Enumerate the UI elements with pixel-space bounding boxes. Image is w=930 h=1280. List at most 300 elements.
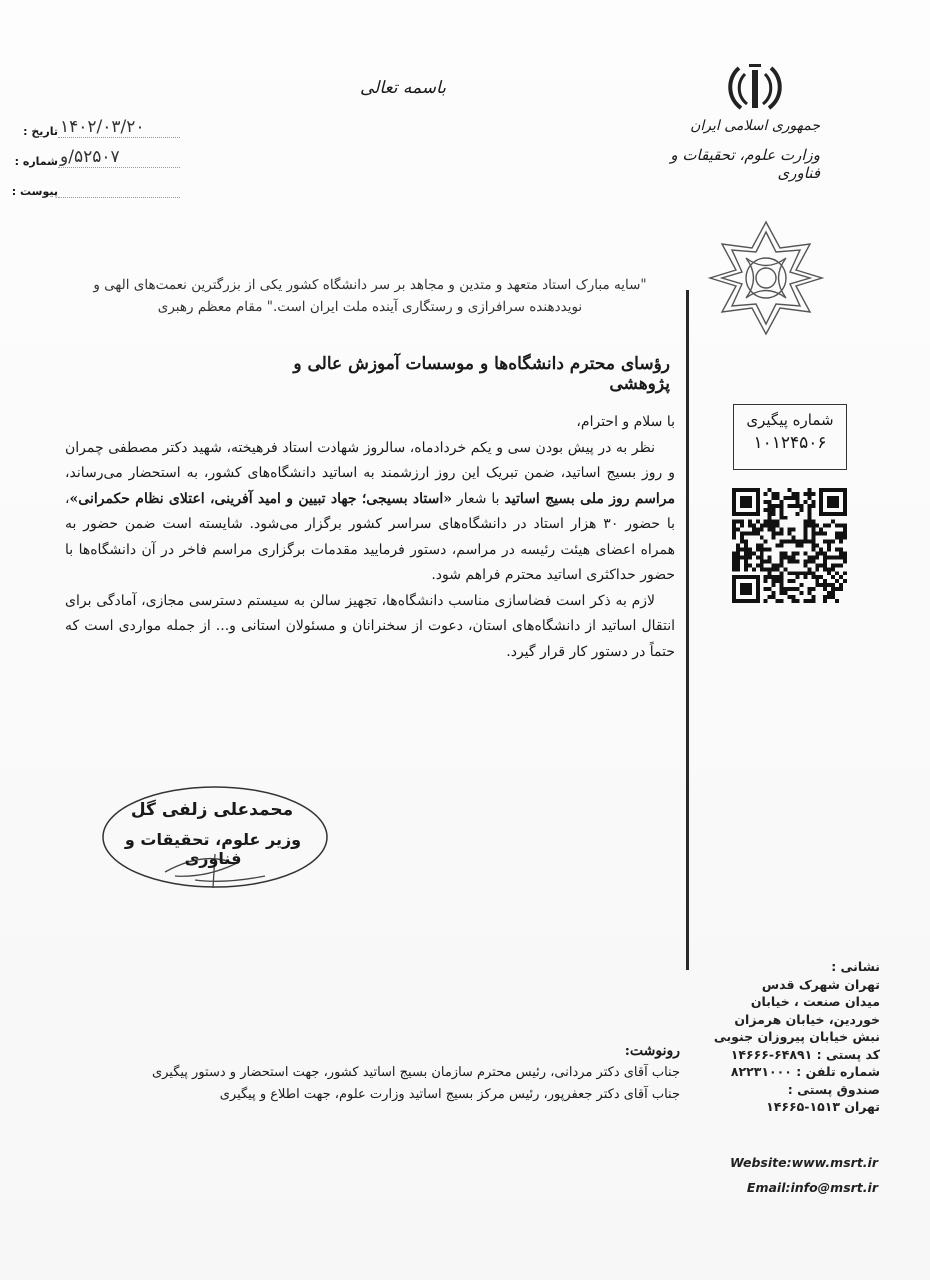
qr-module <box>768 516 772 520</box>
qr-module <box>760 524 764 528</box>
paragraph-1 <box>65 436 675 589</box>
qr-module <box>788 532 792 536</box>
qr-module <box>811 575 815 579</box>
qr-module <box>740 520 744 524</box>
qr-module <box>791 504 795 508</box>
attachment-row <box>10 168 180 198</box>
qr-module <box>772 563 776 567</box>
qr-module <box>764 575 768 579</box>
qr-module <box>835 536 839 540</box>
qr-module <box>823 583 827 587</box>
qr-module <box>807 571 811 575</box>
qr-module <box>772 575 776 579</box>
qr-module <box>811 555 815 559</box>
qr-module <box>791 492 795 496</box>
qr-module <box>823 540 827 544</box>
qr-module <box>752 532 756 536</box>
qr-module <box>780 571 784 575</box>
qr-module <box>780 579 784 583</box>
qr-module <box>748 532 752 536</box>
qr-module <box>827 540 831 544</box>
qr-module <box>776 492 780 496</box>
qr-module <box>780 591 784 595</box>
qr-module <box>772 508 776 512</box>
qr-module <box>827 544 831 548</box>
date-label: تاریخ : <box>23 125 58 138</box>
qr-module <box>744 563 748 567</box>
qr-module <box>784 516 788 520</box>
qr-module <box>764 579 768 583</box>
qr-module <box>744 544 748 548</box>
p1-text-c: ، با حضور ۳۰ هزار استاد در دانشگاه‌های سراسر کشور برگزار می‌شود. شایسته است ضمن حضور به همراه اعضای هیئت رئیسه در مراسم، دستور فرمایید مقدمات برگزاری مراسم فاخر در آن دانشگاه‌ها با حضور حداکثری اساتید محترم فراهم شود. <box>65 490 675 583</box>
qr-module <box>791 599 795 603</box>
qr-module <box>827 591 831 595</box>
qr-module <box>736 559 740 563</box>
qr-module <box>815 563 819 567</box>
qr-module <box>819 575 823 579</box>
qr-module <box>835 563 839 567</box>
qr-module <box>807 591 811 595</box>
qr-finder <box>740 583 752 595</box>
p1-bold-ceremony: مراسم روز ملی بسیج اساتید <box>504 490 675 507</box>
p1-text-b: با شعار <box>452 490 505 507</box>
qr-module <box>736 528 740 532</box>
qr-module <box>732 524 736 528</box>
qr-module <box>799 540 803 544</box>
qr-module <box>803 551 807 555</box>
margin-divider <box>686 290 689 970</box>
qr-module <box>760 559 764 563</box>
postal-code: کد پستی : ۶۴۸۹۱-۱۴۶۶۶ <box>730 1046 880 1062</box>
qr-module <box>843 579 847 583</box>
qr-module <box>835 547 839 551</box>
qr-module <box>760 555 764 559</box>
letter-meta <box>10 108 180 198</box>
qr-module <box>795 575 799 579</box>
qr-module <box>784 496 788 500</box>
qr-module <box>819 528 823 532</box>
qr-module <box>752 528 756 532</box>
qr-module <box>835 571 839 575</box>
qr-module <box>776 520 780 524</box>
qr-module <box>807 508 811 512</box>
carbon-copy <box>100 1040 680 1106</box>
qr-module <box>831 595 835 599</box>
qr-module <box>819 532 823 536</box>
qr-module <box>823 599 827 603</box>
qr-module <box>819 563 823 567</box>
qr-module <box>839 555 843 559</box>
qr-module <box>760 536 764 540</box>
qr-module <box>799 591 803 595</box>
qr-module <box>795 587 799 591</box>
qr-module <box>811 547 815 551</box>
p1-bold-slogan: «استاد بسیجی؛ جهاد تبیین و امید آفرینی، اعتلای نظام حکمرانی» <box>69 490 453 507</box>
qr-module <box>823 563 827 567</box>
contact-web <box>700 1150 878 1200</box>
cc-heading: رونوشت: <box>624 1043 680 1059</box>
qr-module <box>780 528 784 532</box>
qr-module <box>780 504 784 508</box>
qr-module <box>744 555 748 559</box>
qr-module <box>823 567 827 571</box>
ministry-name: وزارت علوم، تحقیقات و فناوری <box>670 146 820 182</box>
address-line: نبش خیابان پیروزان جنوبی <box>713 1029 880 1044</box>
quote-line-2: نویددهنده سرافرازی و رستگاری آینده ملت ایران است." مقام معظم رهبری <box>157 299 583 315</box>
qr-module <box>772 504 776 508</box>
qr-module <box>740 524 744 528</box>
qr-module <box>732 551 736 555</box>
qr-module <box>776 496 780 500</box>
qr-module <box>736 563 740 567</box>
qr-module <box>772 524 776 528</box>
qr-module <box>748 555 752 559</box>
qr-module <box>732 536 736 540</box>
qr-module <box>780 575 784 579</box>
qr-module <box>791 496 795 500</box>
tracking-box <box>733 404 847 470</box>
qr-module <box>843 555 847 559</box>
qr-module <box>835 587 839 591</box>
qr-module <box>768 555 772 559</box>
qr-module <box>768 508 772 512</box>
qr-finder <box>740 496 752 508</box>
qr-module <box>811 536 815 540</box>
qr-module <box>736 551 740 555</box>
qr-module <box>744 551 748 555</box>
qr-module <box>788 579 792 583</box>
attachment-label: پیوست : <box>11 185 58 198</box>
qr-module <box>791 571 795 575</box>
qr-module <box>784 540 788 544</box>
paragraph-2: لازم به ذکر است فضاسازی مناسب دانشگاه‌ها، تجهیز سالن به سیستم دسترسی مجازی، آمادگی برای انتقال اساتید از دانشگاه‌های استان، دعوت از سخنرانان و مسئولان استانی و... از جمله مواردی است که حتماً در دستور کار قرار گیرد. <box>65 592 675 660</box>
website-link[interactable]: Website:www.msrt.ir <box>730 1155 878 1170</box>
qr-module <box>776 532 780 536</box>
qr-module <box>795 540 799 544</box>
qr-module <box>764 599 768 603</box>
qr-module <box>811 532 815 536</box>
qr-module <box>815 583 819 587</box>
qr-module <box>772 591 776 595</box>
tracking-number: ۱۰۱۲۴۵۰۶ <box>753 433 827 453</box>
qr-module <box>764 520 768 524</box>
qr-module <box>736 544 740 548</box>
qr-module <box>788 559 792 563</box>
qr-module <box>843 524 847 528</box>
qr-module <box>768 547 772 551</box>
qr-module <box>811 492 815 496</box>
qr-module <box>799 544 803 548</box>
addressee: رؤسای محترم دانشگاه‌ها و موسسات آموزش عالی و پژوهشی <box>293 354 670 394</box>
qr-module <box>760 544 764 548</box>
qr-module <box>807 504 811 508</box>
qr-module <box>843 571 847 575</box>
qr-module <box>827 567 831 571</box>
qr-module <box>748 547 752 551</box>
qr-module <box>815 579 819 583</box>
qr-module <box>835 524 839 528</box>
qr-module <box>831 555 835 559</box>
qr-module <box>803 532 807 536</box>
qr-code[interactable] <box>732 488 847 603</box>
qr-module <box>807 555 811 559</box>
qr-module <box>756 563 760 567</box>
qr-module <box>760 567 764 571</box>
address-line: نشانی : <box>831 959 880 974</box>
qr-module <box>752 524 756 528</box>
qr-module <box>776 563 780 567</box>
qr-module <box>788 555 792 559</box>
qr-module <box>839 551 843 555</box>
qr-module <box>788 571 792 575</box>
qr-module <box>760 551 764 555</box>
greeting: با سلام و احترام، <box>576 414 675 430</box>
qr-module <box>835 532 839 536</box>
qr-module <box>811 540 815 544</box>
qr-module <box>732 532 736 536</box>
qr-module <box>839 587 843 591</box>
qr-module <box>807 516 811 520</box>
qr-module <box>811 587 815 591</box>
qr-module <box>815 551 819 555</box>
qr-module <box>740 540 744 544</box>
qr-module <box>839 532 843 536</box>
qr-module <box>784 591 788 595</box>
qr-module <box>807 492 811 496</box>
signatory-title: وزیر علوم، تحقیقات و فناوری <box>124 830 302 868</box>
qr-module <box>756 547 760 551</box>
qr-module <box>791 540 795 544</box>
qr-module <box>764 587 768 591</box>
qr-module <box>807 540 811 544</box>
letter-body <box>65 410 675 665</box>
qr-module <box>736 547 740 551</box>
qr-module <box>791 528 795 532</box>
qr-module <box>843 532 847 536</box>
qr-module <box>772 512 776 516</box>
qr-module <box>791 595 795 599</box>
qr-module <box>736 520 740 524</box>
qr-module <box>780 583 784 587</box>
qr-module <box>752 567 756 571</box>
qr-module <box>827 524 831 528</box>
number-row <box>10 138 180 168</box>
qr-module <box>784 551 788 555</box>
qr-module <box>807 512 811 516</box>
qr-module <box>756 528 760 532</box>
qr-module <box>748 524 752 528</box>
ministry-address <box>700 958 880 1116</box>
qr-module <box>823 559 827 563</box>
qr-module <box>791 587 795 591</box>
number-label: شماره : <box>14 155 58 168</box>
qr-module <box>784 567 788 571</box>
qr-module <box>748 563 752 567</box>
qr-module <box>764 524 768 528</box>
qr-module <box>764 547 768 551</box>
qr-module <box>803 500 807 504</box>
qr-module <box>835 579 839 583</box>
qr-module <box>768 567 772 571</box>
qr-module <box>776 544 780 548</box>
qr-finder <box>827 496 839 508</box>
qr-module <box>827 547 831 551</box>
qr-module <box>807 524 811 528</box>
qr-module <box>827 595 831 599</box>
qr-module <box>803 540 807 544</box>
qr-module <box>780 555 784 559</box>
qr-module <box>788 528 792 532</box>
qr-module <box>764 508 768 512</box>
qr-module <box>815 555 819 559</box>
qr-module <box>791 536 795 540</box>
qr-module <box>795 496 799 500</box>
qr-module <box>756 520 760 524</box>
qr-module <box>776 579 780 583</box>
qr-module <box>760 528 764 532</box>
tracking-label: شماره پیگیری <box>746 411 834 429</box>
qr-module <box>843 551 847 555</box>
qr-module <box>799 583 803 587</box>
qr-module <box>780 500 784 504</box>
qr-module <box>788 540 792 544</box>
qr-module <box>823 595 827 599</box>
qr-module <box>764 492 768 496</box>
qr-module <box>807 567 811 571</box>
qr-module <box>795 512 799 516</box>
qr-module <box>788 496 792 500</box>
qr-module <box>768 500 772 504</box>
qr-module <box>732 563 736 567</box>
qr-module <box>744 532 748 536</box>
qr-module <box>811 599 815 603</box>
qr-module <box>780 587 784 591</box>
qr-module <box>772 536 776 540</box>
qr-module <box>823 587 827 591</box>
qr-module <box>768 571 772 575</box>
attachment-value <box>58 197 180 198</box>
qr-module <box>764 559 768 563</box>
qr-module <box>839 547 843 551</box>
qr-module <box>768 504 772 508</box>
qr-module <box>768 559 772 563</box>
qr-module <box>835 555 839 559</box>
qr-module <box>768 520 772 524</box>
qr-module <box>772 532 776 536</box>
qr-module <box>827 583 831 587</box>
qr-module <box>732 520 736 524</box>
qr-module <box>811 520 815 524</box>
qr-module <box>827 555 831 559</box>
qr-module <box>819 551 823 555</box>
qr-module <box>780 540 784 544</box>
qr-module <box>815 524 819 528</box>
qr-module <box>823 551 827 555</box>
qr-module <box>819 547 823 551</box>
qr-module <box>791 559 795 563</box>
qr-module <box>803 520 807 524</box>
qr-module <box>764 500 768 504</box>
cc-item: جناب آقای دکتر جعفرپور، رئیس مرکز بسیج اساتید وزارت علوم، جهت اطلاع و پیگیری <box>219 1087 680 1102</box>
qr-module <box>815 567 819 571</box>
qr-module <box>823 555 827 559</box>
qr-module <box>815 544 819 548</box>
qr-module <box>740 532 744 536</box>
republic-name: جمهوری اسلامی ایران <box>690 118 820 134</box>
qr-module <box>748 520 752 524</box>
qr-module <box>831 583 835 587</box>
basmala: باسمه تعالی <box>360 78 446 98</box>
qr-module <box>795 551 799 555</box>
qr-module <box>815 532 819 536</box>
qr-module <box>732 528 736 532</box>
signatory-name: محمدعلی زلفی گل <box>130 800 294 820</box>
qr-module <box>788 488 792 492</box>
qr-module <box>772 595 776 599</box>
po-box-label: صندوق پستی : <box>787 1081 880 1097</box>
qr-module <box>740 547 744 551</box>
qr-module <box>780 532 784 536</box>
qr-module <box>839 583 843 587</box>
date-value: ۱۴۰۲/۰۳/۲۰ <box>58 117 180 138</box>
qr-module <box>839 575 843 579</box>
qr-module <box>791 555 795 559</box>
qr-module <box>807 488 811 492</box>
qr-module <box>780 512 784 516</box>
qr-module <box>795 559 799 563</box>
qr-module <box>776 524 780 528</box>
qr-module <box>780 551 784 555</box>
qr-module <box>788 587 792 591</box>
qr-module <box>795 599 799 603</box>
qr-module <box>795 544 799 548</box>
qr-module <box>772 492 776 496</box>
qr-module <box>827 571 831 575</box>
qr-module <box>819 583 823 587</box>
qr-module <box>843 559 847 563</box>
qr-module <box>811 500 815 504</box>
qr-module <box>831 567 835 571</box>
qr-module <box>795 500 799 504</box>
po-box: تهران ۱۵۱۳-۱۴۶۶۵ <box>766 1099 880 1114</box>
qr-module <box>843 536 847 540</box>
qr-module <box>776 575 780 579</box>
qr-module <box>772 579 776 583</box>
qr-module <box>736 567 740 571</box>
qr-module <box>839 524 843 528</box>
address-line: تهران شهرک قدس <box>761 976 880 992</box>
qr-module <box>780 508 784 512</box>
qr-module <box>780 516 784 520</box>
qr-module <box>831 540 835 544</box>
p1-text-a: نظر به در پیش بودن سی و یکم خردادماه، سالروز شهادت استاد فرهیخته، شهید دکتر مصطفی چمران و روز بسیج اساتید، ضمن تبریک این روز ارزشمند به اساتید دانشگاه‌های کشور، به استحضار می‌رساند، <box>65 439 675 481</box>
qr-module <box>811 559 815 563</box>
email-link[interactable]: Email:info@msrt.ir <box>746 1180 878 1195</box>
qr-module <box>788 595 792 599</box>
qr-module <box>831 591 835 595</box>
qr-module <box>756 532 760 536</box>
qr-module <box>807 520 811 524</box>
qr-module <box>811 544 815 548</box>
qr-module <box>811 571 815 575</box>
qr-module <box>831 563 835 567</box>
qr-module <box>776 567 780 571</box>
qr-module <box>831 520 835 524</box>
qr-module <box>807 599 811 603</box>
qr-module <box>772 583 776 587</box>
cc-item: جناب آقای دکتر مردانی، رئیس محترم سازمان بسیج اساتید کشور، جهت استحضار و دستور پیگیری <box>151 1065 680 1080</box>
qr-module <box>815 575 819 579</box>
